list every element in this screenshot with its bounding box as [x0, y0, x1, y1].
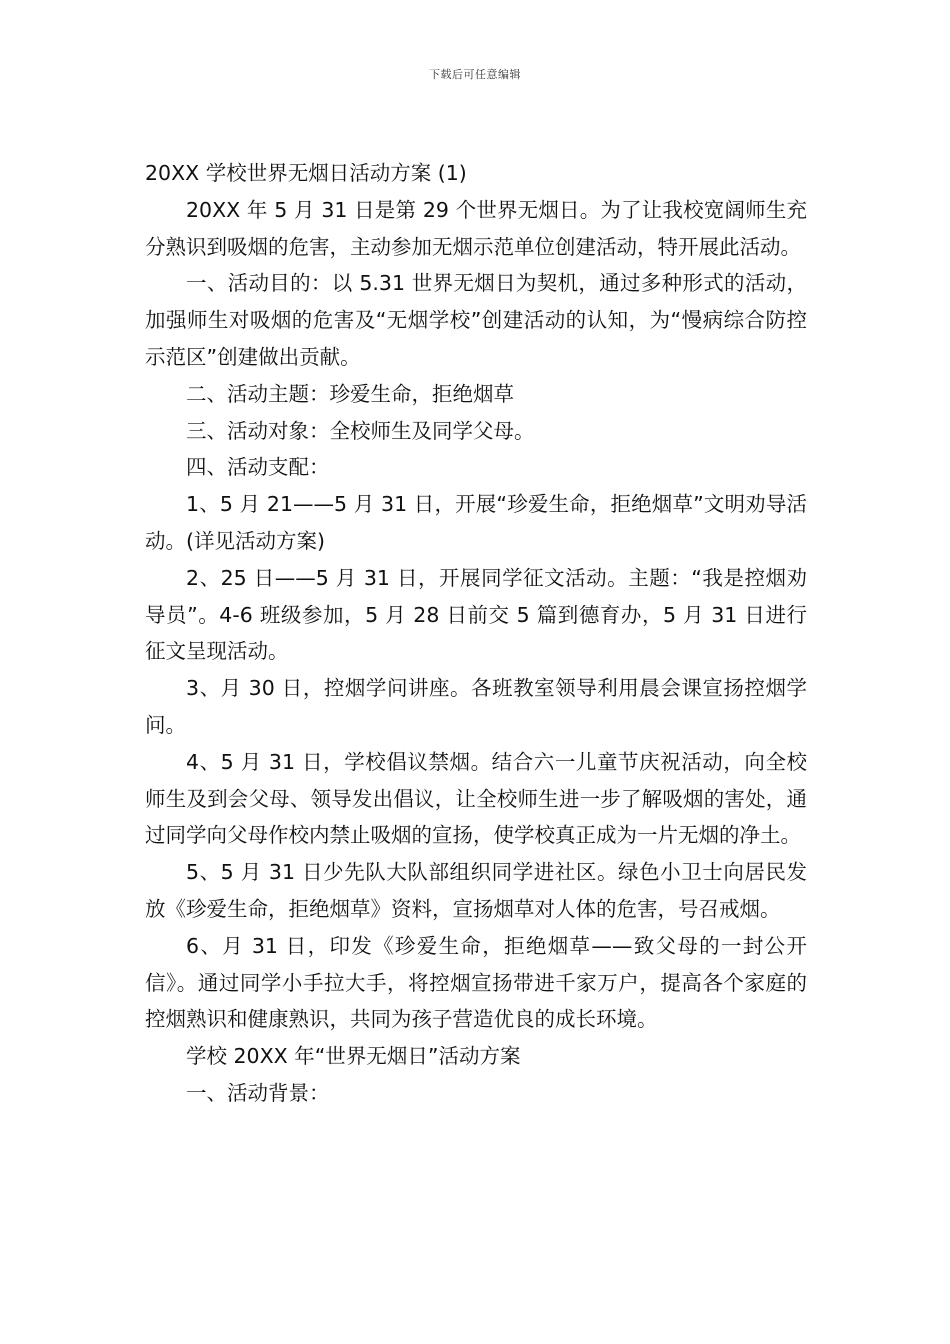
- paragraph-intro: 20XX 年 5 月 31 日是第 29 个世界无烟日。为了让我校宽阔师生充分熟识到吸烟的危害，主动参加无烟示范单位创建活动，特开展此活动。: [145, 197, 807, 259]
- document-title: 20XX 学校世界无烟日活动方案 (1): [145, 161, 467, 185]
- paragraph-audience: 三、活动对象：全校师生及同学父母。: [186, 418, 535, 443]
- paragraph-background: 一、活动背景：: [186, 1080, 330, 1105]
- document-body: [145, 155, 807, 1112]
- paragraph-item-2: 2、25 日——5 月 31 日，开展同学征文活动。主题：“我是控烟劝导员”。4-6 班级参加，5 月 28 日前交 5 篇到德育办，5 月 31 日进行征文呈现活动。: [145, 565, 807, 664]
- paragraph-arrangement: 四、活动支配：: [186, 455, 330, 480]
- paragraph-item-5: 5、5 月 31 日少先队大队部组织同学进社区。绿色小卫士向居民发放《珍爱生命，拒绝烟草》资料，宣扬烟草对人体的危害，号召戒烟。: [145, 860, 807, 921]
- paragraph-theme: 二、活动主题：珍爱生命，拒绝烟草: [186, 381, 514, 406]
- paragraph-item-6: 6、月 31 日，印发《珍爱生命，拒绝烟草——致父母的一封公开信》。通过同学小手拉大手，将控烟宣扬带进千家万户，提高各个家庭的控烟熟识和健康熟识，共同为孩子营造优良的成长环境。: [145, 933, 807, 1032]
- page-header-note: 下载后可任意编辑: [429, 68, 521, 81]
- paragraph-item-4: 4、5 月 31 日，学校倡议禁烟。结合六一儿童节庆祝活动，向全校师生及到会父母、领导发出倡议，让全校师生进一步了解吸烟的害处，通过同学向父母作校内禁止吸烟的宣扬，使学校真正成为一片无烟的净土。: [145, 749, 807, 848]
- paragraph-purpose: 一、活动目的：以 5.31 世界无烟日为契机，通过多种形式的活动，加强师生对吸烟的危害及“无烟学校”创建活动的认知，为“慢病综合防控示范区”创建做出贡献。: [145, 271, 807, 369]
- section-heading: 学校 20XX 年“世界无烟日”活动方案: [186, 1044, 521, 1069]
- paragraph-item-3: 3、月 30 日，控烟学问讲座。各班教室领导利用晨会课宣扬控烟学问。: [145, 676, 807, 737]
- paragraph-item-1: 1、5 月 21——5 月 31 日，开展“珍爱生命，拒绝烟草”文明劝导活动。(详见活动方案): [145, 492, 807, 553]
